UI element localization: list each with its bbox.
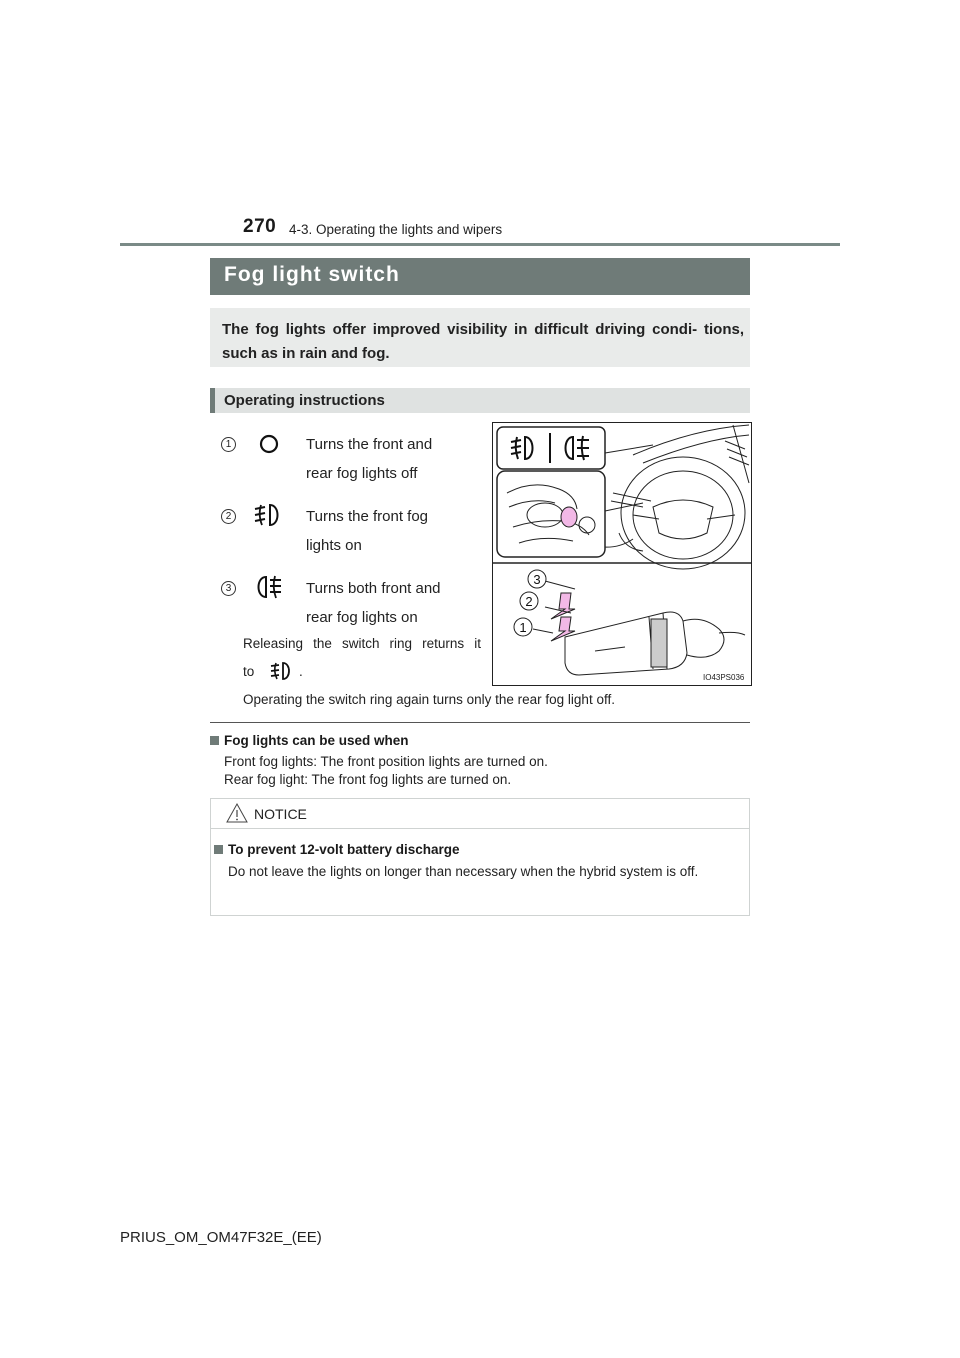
fog-usage-title: Fog lights can be used when bbox=[224, 733, 409, 748]
release-note-suffix: . bbox=[299, 664, 303, 679]
callout-2 bbox=[520, 592, 538, 610]
step-line: rear fog lights off bbox=[306, 465, 418, 482]
release-note-prefix: to bbox=[243, 664, 255, 679]
illustration-drawing bbox=[493, 423, 751, 685]
callout-1 bbox=[514, 618, 532, 636]
svg-text:2: 2 bbox=[525, 594, 533, 609]
intro-text: The fog lights offer improved visibility in difficult driving condi- tions, such as in rain and fog. bbox=[222, 321, 744, 362]
step-number: 1 bbox=[221, 437, 236, 452]
front-fog-light-icon bbox=[252, 502, 284, 528]
fog-usage-line: Front fog lights: The front position lights are turned on. bbox=[224, 754, 548, 769]
step-number: 3 bbox=[221, 581, 236, 596]
notice-heading: To prevent 12-volt battery discharge bbox=[228, 842, 460, 857]
fog-switch-illustration bbox=[492, 422, 752, 686]
svg-text:1: 1 bbox=[519, 620, 527, 635]
step-line: Turns both front and bbox=[306, 580, 441, 597]
bullet-square bbox=[210, 736, 219, 745]
page-number: 270 bbox=[243, 216, 277, 237]
step-line: Turns the front fog bbox=[306, 508, 429, 525]
fog-off-icon bbox=[258, 433, 280, 455]
front-fog-light-icon bbox=[268, 660, 294, 682]
callout-3 bbox=[528, 570, 546, 588]
header-rule bbox=[120, 243, 840, 246]
section-divider bbox=[210, 722, 750, 723]
subheading-accent bbox=[210, 388, 215, 413]
figure-code: IO43PS036 bbox=[703, 673, 745, 682]
rear-fog-light-icon bbox=[252, 574, 284, 600]
step-line: lights on bbox=[306, 537, 362, 554]
section-title: 4-3. Operating the lights and wipers bbox=[289, 222, 503, 237]
fog-usage-line: Rear fog light: The front fog lights are turned on. bbox=[224, 772, 512, 787]
release-note: Releasing the switch ring returns it bbox=[243, 636, 481, 651]
again-note: Operating the switch ring again turns only the rear fog light off. bbox=[243, 692, 615, 707]
step-line: Turns the front and bbox=[306, 436, 433, 453]
bullet-square bbox=[214, 845, 223, 854]
notice-label: NOTICE bbox=[254, 806, 307, 822]
subheading: Operating instructions bbox=[224, 392, 385, 409]
svg-text:3: 3 bbox=[533, 572, 541, 587]
warning-triangle-icon bbox=[225, 802, 249, 824]
step-number: 2 bbox=[221, 509, 236, 524]
footer-code: PRIUS_OM_OM47F32E_(EE) bbox=[120, 1229, 322, 1246]
page-title: Fog light switch bbox=[224, 263, 400, 286]
notice-divider bbox=[211, 828, 749, 829]
notice-body: Do not leave the lights on longer than necessary when the hybrid system is off. bbox=[228, 864, 699, 879]
step-line: rear fog lights on bbox=[306, 609, 418, 626]
